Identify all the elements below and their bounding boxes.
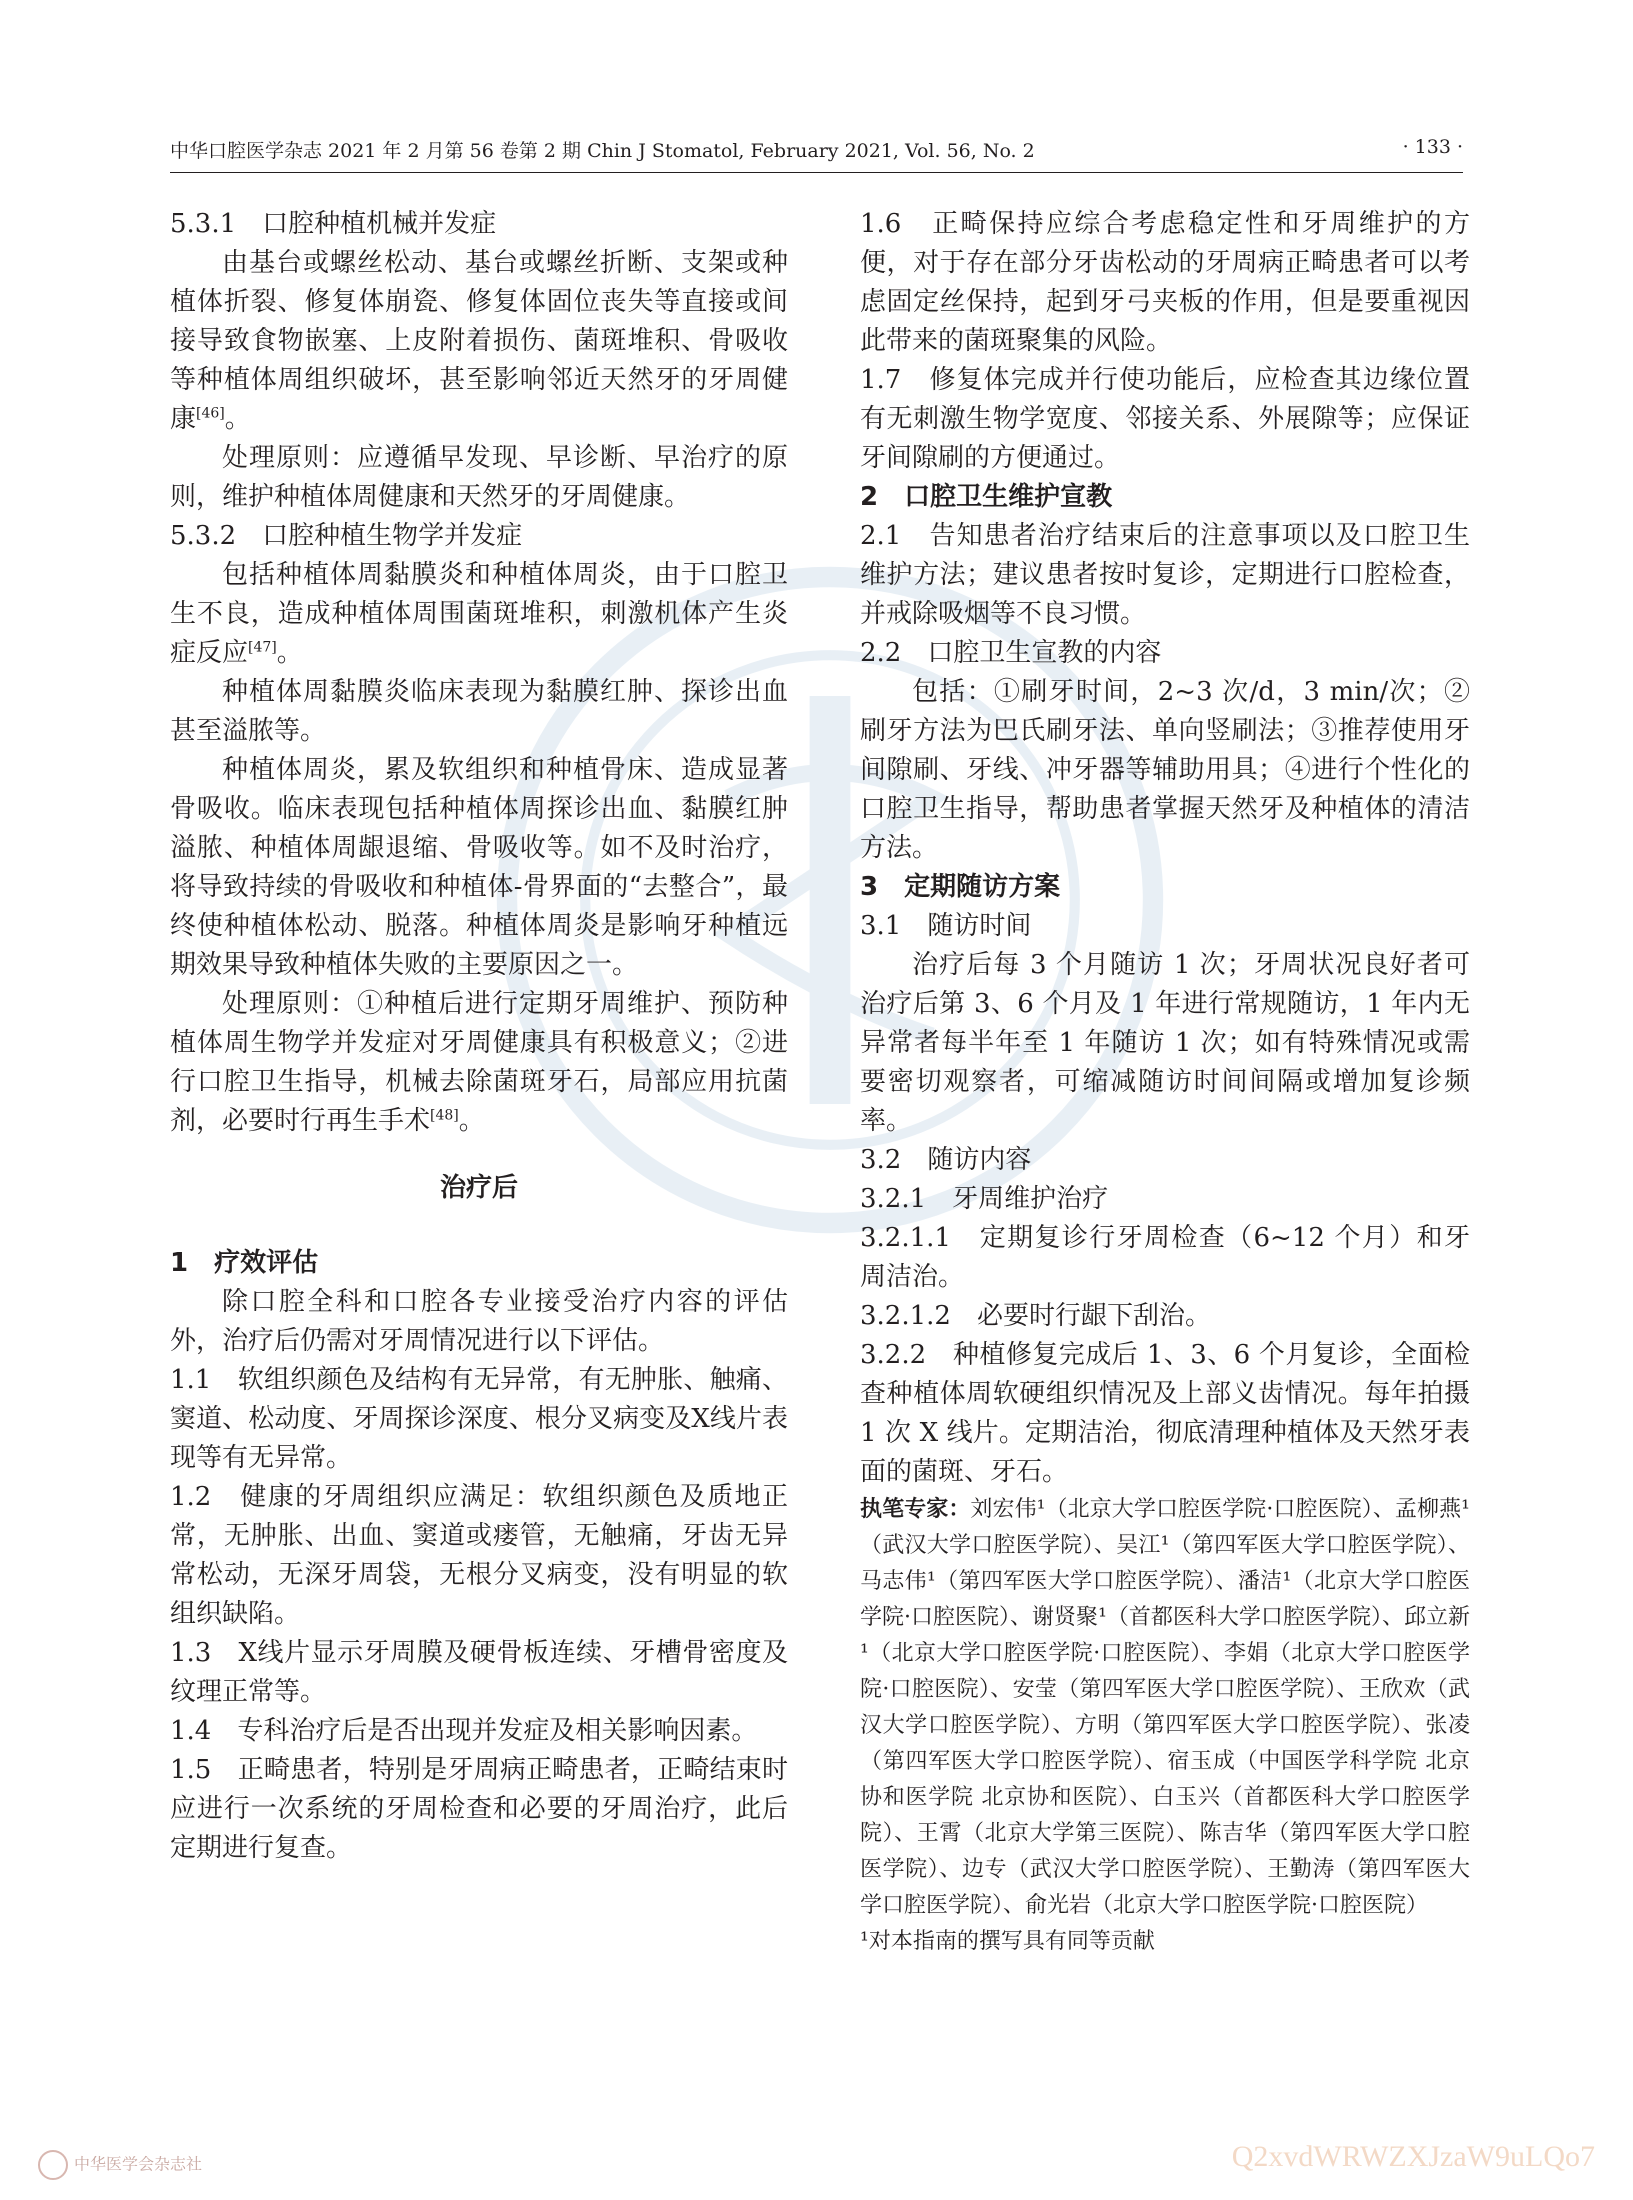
item-3-2-1-1: 3.2.1.1 定期复诊行牙周检查（6~12 个月）和牙周洁治。	[860, 1223, 1470, 1292]
journal-citation: 中华口腔医学杂志 2021 年 2 月第 56 卷第 2 期 Chin J Stomatol, February 2021, Vol. 56, No. 2	[170, 140, 1035, 162]
item-1-3: 1.3 X线片显示牙周膜及硬骨板连续、牙槽骨密度及纹理正常等。	[170, 1638, 788, 1707]
heading-1: 1 疗效评估	[170, 1248, 319, 1278]
heading-5-3-1: 5.3.1 口腔种植机械并发症	[170, 209, 497, 239]
citation: [46]	[196, 405, 225, 422]
publisher-seal-icon	[38, 2150, 68, 2180]
author-list	[860, 1492, 1470, 1924]
paragraph: 由基台或螺丝松动、基台或螺丝折断、支架或种植体折裂、修复体崩瓷、修复体固位丧失等直接或间接导致食物嵌塞、上皮附着损伤、菌斑堆积、骨吸收等种植体周组织破坏，甚至影响邻近天然牙的牙周健康[46]。	[170, 248, 788, 434]
right-column	[860, 205, 1470, 1960]
heading-2: 2 口腔卫生维护宣教	[860, 482, 1113, 512]
heading-3: 3 定期随访方案	[860, 872, 1061, 902]
paragraph: 种植体周炎，累及软组织和种植骨床、造成显著骨吸收。临床表现包括种植体周探诊出血、黏膜红肿溢脓、种植体周龈退缩、骨吸收等。如不及时治疗，将导致持续的骨吸收和种植体-骨界面的“去整合”，最终使种植体松动、脱落。种植体周炎是影响牙种植远期效果导致种植体失败的主要原因之一。	[170, 755, 788, 980]
heading-2-2: 2.2 口腔卫生宣教的内容	[860, 638, 1162, 668]
item-3-2-2: 3.2.2 种植修复完成后 1、3、6 个月复诊，全面检查种植体周软硬组织情况及上部义齿情况。每年拍摄 1 次 X 线片。定期洁治，彻底清理种植体及天然牙表面的菌斑、牙石。	[860, 1340, 1470, 1487]
paragraph: 除口腔全科和口腔各专业接受治疗内容的评估外，治疗后仍需对牙周情况进行以下评估。	[170, 1287, 788, 1356]
paragraph: 治疗后每 3 个月随访 1 次；牙周状况良好者可治疗后第 3、6 个月及 1 年进行常规随访，1 年内无异常者每半年至 1 年随访 1 次；如有特殊情况或需要密切观察者，可缩减随访时间间隔或增加复诊频率。	[860, 950, 1470, 1136]
item-1-4: 1.4 专科治疗后是否出现并发症及相关影响因素。	[170, 1716, 758, 1746]
heading-3-2: 3.2 随访内容	[860, 1145, 1032, 1175]
heading-3-1: 3.1 随访时间	[860, 911, 1032, 941]
item-3-2-1-2: 3.2.1.2 必要时行龈下刮治。	[860, 1301, 1211, 1331]
item-1-6: 1.6 正畸保持应综合考虑稳定性和牙周维护的方便，对于存在部分牙齿松动的牙周病正畸患者可以考虑固定丝保持，起到牙弓夹板的作用，但是要重视因此带来的菌斑聚集的风险。	[860, 209, 1470, 356]
page-number: · 133 ·	[1402, 136, 1463, 158]
paragraph: 包括：①刷牙时间，2~3 次/d，3 min/次；②刷牙方法为巴氏刷牙法、单向竖刷法；③推荐使用牙间隙刷、牙线、冲牙器等辅助用具；④进行个性化的口腔卫生指导，帮助患者掌握天然牙及种植体的清洁方法。	[860, 677, 1470, 863]
running-header	[170, 132, 1463, 173]
item-1-5: 1.5 正畸患者，特别是牙周病正畸患者，正畸结束时应进行一次系统的牙周检查和必要的牙周治疗，此后定期进行复查。	[170, 1755, 788, 1863]
item-1-1: 1.1 软组织颜色及结构有无异常，有无肿胀、触痛、窦道、松动度、牙周探诊深度、根分叉病变及X线片表现等有无异常。	[170, 1365, 788, 1473]
authors-label: 执笔专家：	[860, 1497, 971, 1522]
paragraph: 处理原则：①种植后进行定期牙周维护、预防种植体周生物学并发症对牙周健康具有积极意义；②进行口腔卫生指导，机械去除菌斑牙石，局部应用抗菌剂，必要时行再生手术[48]。	[170, 989, 788, 1136]
paragraph: 处理原则：应遵循早发现、早诊断、早治疗的原则，维护种植体周健康和天然牙的牙周健康。	[170, 443, 788, 512]
publisher-logo: 中华医学会杂志社	[38, 2150, 202, 2180]
heading-3-2-1: 3.2.1 牙周维护治疗	[860, 1184, 1109, 1214]
citation: [47]	[248, 639, 277, 656]
item-1-2: 1.2 健康的牙周组织应满足：软组织颜色及质地正常，无肿胀、出血、窦道或瘘管，无触痛，牙齿无异常松动，无深牙周袋，无根分叉病变，没有明显的软组织缺陷。	[170, 1482, 788, 1629]
section-title-after-treatment: 治疗后	[439, 1173, 518, 1203]
paragraph: 种植体周黏膜炎临床表现为黏膜红肿、探诊出血甚至溢脓等。	[170, 677, 788, 746]
footnote: ¹对本指南的撰写具有同等贡献	[860, 1929, 1155, 1954]
heading-5-3-2: 5.3.2 口腔种植生物学并发症	[170, 521, 523, 551]
citation: [48]	[430, 1107, 459, 1124]
paragraph: 包括种植体周黏膜炎和种植体周炎，由于口腔卫生不良，造成种植体周围菌斑堆积，刺激机体产生炎症反应[47]。	[170, 560, 788, 668]
authors-text: 刘宏伟¹（北京大学口腔医学院·口腔医院）、孟柳燕¹（武汉大学口腔医学院）、吴江¹（第四军医大学口腔医学院）、马志伟¹（第四军医大学口腔医学院）、潘洁¹（北京大学口腔医学院·口腔医院）、谢贤聚¹（首都医科大学口腔医学院）、邱立新¹（北京大学口腔医学院·口腔医院）、李娟（北京大学口腔医学院·口腔医院）、安莹（第四军医大学口腔医学院）、王欣欢（武汉大学口腔医学院）、方明（第四军医大学口腔医学院）、张凌（第四军医大学口腔医学院）、宿玉成（中国医学科学院 北京协和医学院 北京协和医院）、白玉兴（首都医科大学口腔医学院）、王霄（北京大学第三医院）、陈吉华（第四军医大学口腔医学院）、边专（武汉大学口腔医学院）、王勤涛（第四军医大学口腔医学院）、俞光岩（北京大学口腔医学院·口腔医院）	[860, 1497, 1470, 1918]
item-2-1: 2.1 告知患者治疗结束后的注意事项以及口腔卫生维护方法；建议患者按时复诊，定期进行口腔检查，并戒除吸烟等不良习惯。	[860, 521, 1470, 629]
watermark-code: Q2xvdWRWZXJzaW9uLQo7	[1231, 2140, 1595, 2173]
left-column	[170, 205, 788, 1868]
item-1-7: 1.7 修复体完成并行使功能后，应检查其边缘位置有无刺激生物学宽度、邻接关系、外展隙等；应保证牙间隙刷的方便通过。	[860, 365, 1470, 473]
